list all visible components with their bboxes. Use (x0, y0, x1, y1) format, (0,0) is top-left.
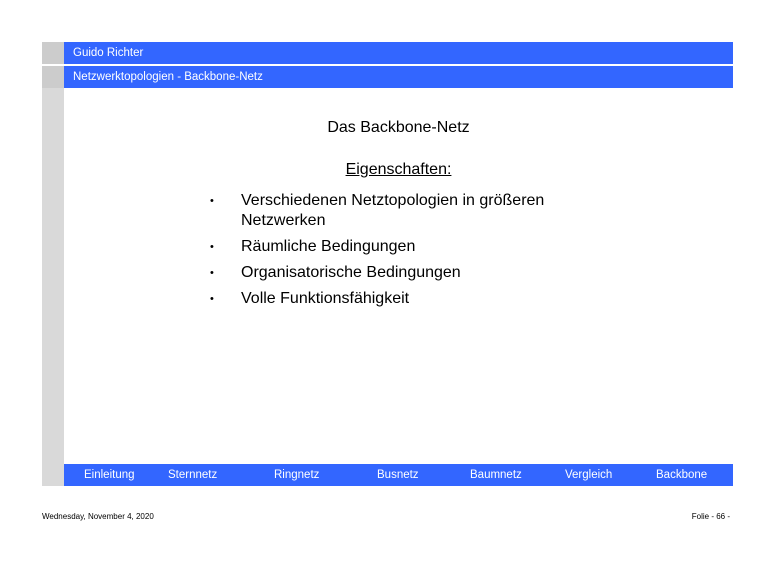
bullet-item (210, 263, 610, 283)
header-section-bar (64, 66, 733, 88)
footer-page-number: Folie - 66 - (691, 512, 730, 521)
footer-date: Wednesday, November 4, 2020 (42, 512, 154, 521)
nav-link-ringnetz[interactable]: Ringnetz (274, 469, 320, 481)
bullet-dot-icon: • (210, 267, 214, 279)
bullet-item (210, 237, 610, 257)
header-section: Netzwerktopologien - Backbone-Netz (73, 71, 263, 83)
left-decor-strip (42, 88, 64, 486)
nav-link-backbone[interactable]: Backbone (656, 469, 708, 481)
nav-link-vergleich[interactable]: Vergleich (565, 469, 613, 481)
navigation-bar (64, 464, 733, 486)
bullet-item (210, 191, 610, 231)
nav-link-baumnetz[interactable]: Baumnetz (470, 469, 522, 481)
bullet-dot-icon: • (210, 195, 214, 207)
header-author: Guido Richter (73, 47, 144, 59)
bullet-item (210, 289, 610, 309)
bullet-text: Volle Funktionsfähigkeit (241, 290, 410, 307)
bullet-text: Verschiedenen Netztopologien in größeren Netzwerken (241, 192, 545, 229)
nav-link-sternnetz[interactable]: Sternnetz (168, 469, 218, 481)
bullet-dot-icon: • (210, 241, 214, 253)
nav-link-busnetz[interactable]: Busnetz (377, 469, 419, 481)
bullet-text: Organisatorische Bedingungen (241, 264, 461, 281)
nav-link-einleitung[interactable]: Einleitung (84, 469, 135, 481)
bullet-list (210, 191, 610, 315)
slide-subtitle: Eigenschaften: (345, 161, 452, 178)
slide-title: Das Backbone-Netz (327, 119, 470, 136)
bullet-dot-icon: • (210, 293, 214, 305)
bullet-text: Räumliche Bedingungen (241, 238, 416, 255)
header-author-bar (64, 42, 733, 64)
